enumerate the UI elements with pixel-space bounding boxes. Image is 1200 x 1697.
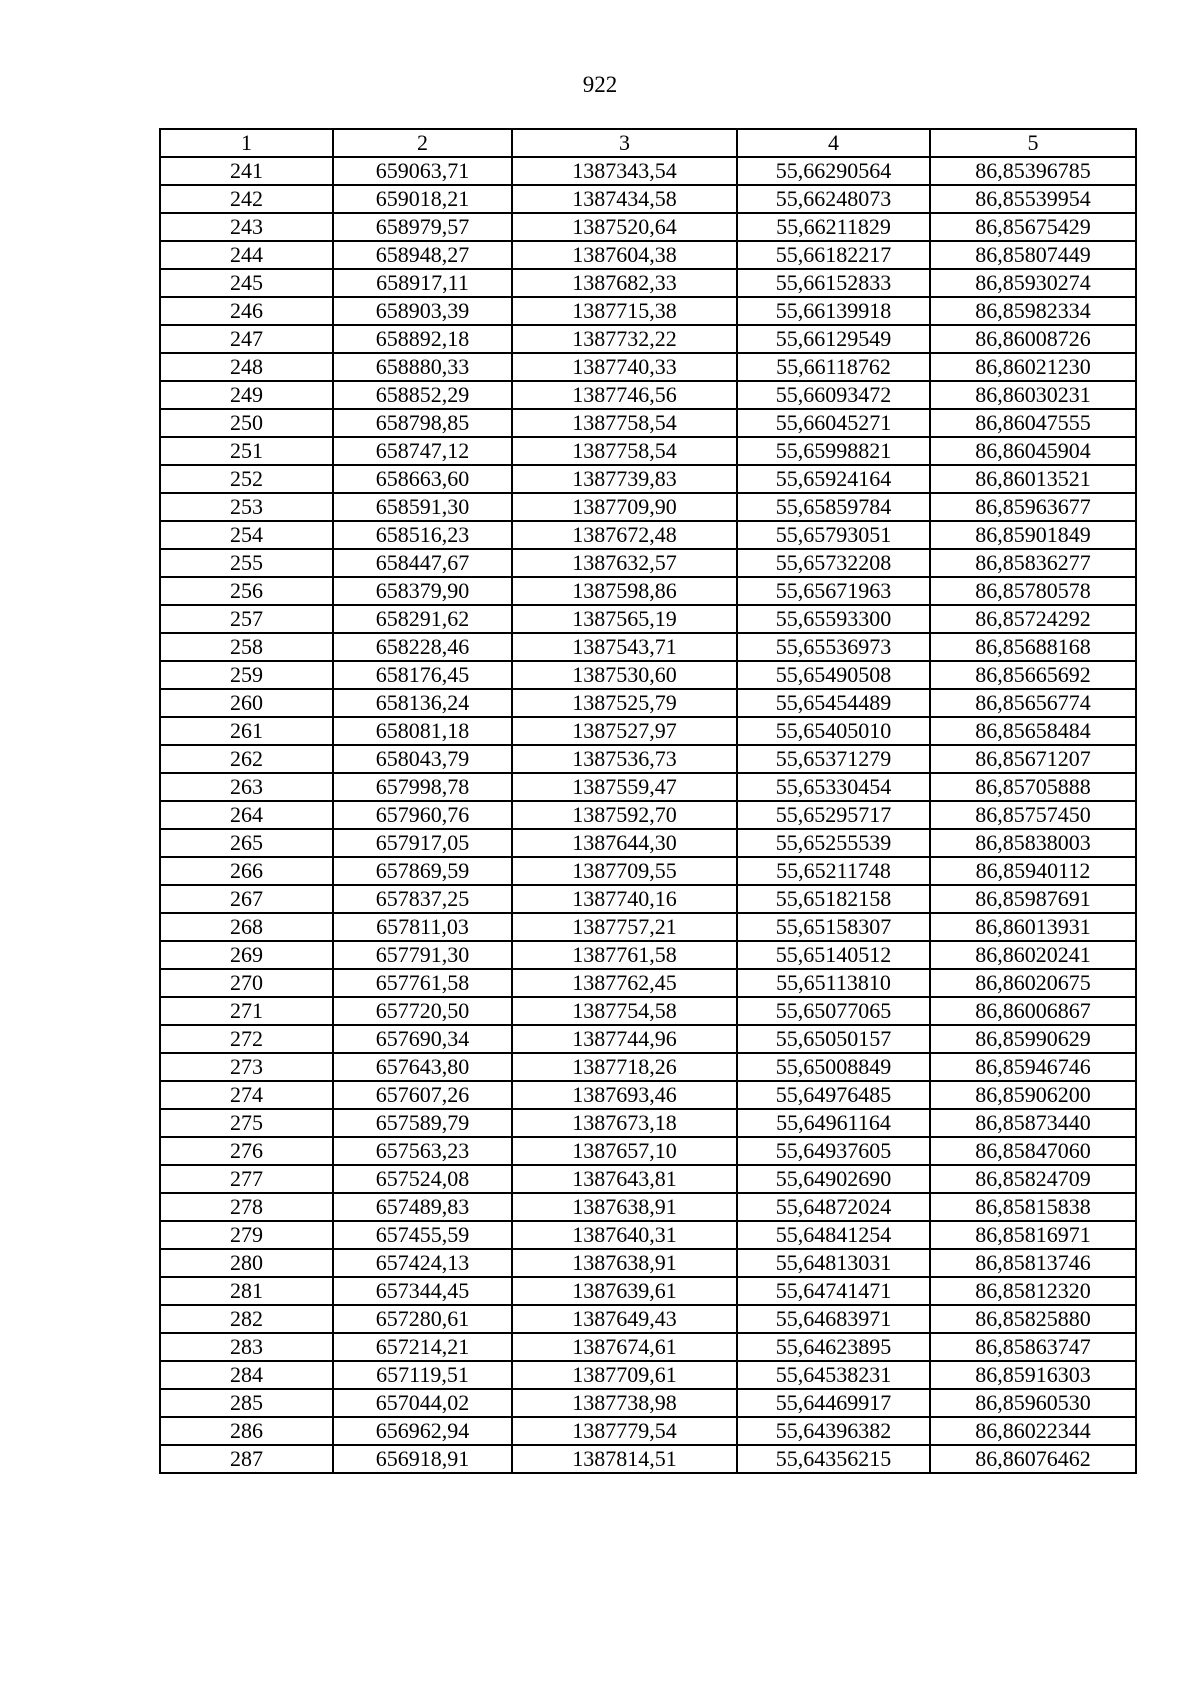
y-coordinate-cell: 1387693,46 (512, 1081, 737, 1109)
y-coordinate-cell: 1387644,30 (512, 829, 737, 857)
point-number-cell: 270 (160, 969, 333, 997)
point-number-cell: 256 (160, 577, 333, 605)
point-number-cell: 273 (160, 1053, 333, 1081)
y-coordinate-cell: 1387638,91 (512, 1193, 737, 1221)
latitude-cell: 55,64623895 (737, 1333, 930, 1361)
coordinates-table (159, 128, 1137, 1474)
y-coordinate-cell: 1387740,33 (512, 353, 737, 381)
table-row (160, 1305, 1136, 1333)
table-row (160, 1193, 1136, 1221)
latitude-cell: 55,64937605 (737, 1137, 930, 1165)
longitude-cell: 86,85930274 (930, 269, 1136, 297)
x-coordinate-cell: 658948,27 (333, 241, 512, 269)
longitude-cell: 86,85812320 (930, 1277, 1136, 1305)
table-row (160, 717, 1136, 745)
y-coordinate-cell: 1387434,58 (512, 185, 737, 213)
x-coordinate-cell: 657563,23 (333, 1137, 512, 1165)
table-row (160, 605, 1136, 633)
table-row (160, 1445, 1136, 1473)
point-number-cell: 282 (160, 1305, 333, 1333)
latitude-cell: 55,65859784 (737, 493, 930, 521)
latitude-cell: 55,65924164 (737, 465, 930, 493)
longitude-cell: 86,86022344 (930, 1417, 1136, 1445)
y-coordinate-cell: 1387674,61 (512, 1333, 737, 1361)
longitude-cell: 86,85863747 (930, 1333, 1136, 1361)
y-coordinate-cell: 1387672,48 (512, 521, 737, 549)
table-row (160, 913, 1136, 941)
latitude-cell: 55,65454489 (737, 689, 930, 717)
x-coordinate-cell: 657589,79 (333, 1109, 512, 1137)
y-coordinate-cell: 1387779,54 (512, 1417, 737, 1445)
table-row (160, 437, 1136, 465)
table-row (160, 213, 1136, 241)
y-coordinate-cell: 1387757,21 (512, 913, 737, 941)
x-coordinate-cell: 657607,26 (333, 1081, 512, 1109)
y-coordinate-cell: 1387814,51 (512, 1445, 737, 1473)
latitude-cell: 55,64841254 (737, 1221, 930, 1249)
table-header-row (160, 129, 1136, 157)
x-coordinate-cell: 657214,21 (333, 1333, 512, 1361)
x-coordinate-cell: 657811,03 (333, 913, 512, 941)
longitude-cell: 86,86020675 (930, 969, 1136, 997)
longitude-cell: 86,85824709 (930, 1165, 1136, 1193)
y-coordinate-cell: 1387682,33 (512, 269, 737, 297)
latitude-cell: 55,66290564 (737, 157, 930, 185)
x-coordinate-cell: 657344,45 (333, 1277, 512, 1305)
table-row (160, 325, 1136, 353)
table-row (160, 465, 1136, 493)
longitude-cell: 86,86013931 (930, 913, 1136, 941)
y-coordinate-cell: 1387758,54 (512, 437, 737, 465)
point-number-cell: 249 (160, 381, 333, 409)
point-number-cell: 253 (160, 493, 333, 521)
table-row (160, 1389, 1136, 1417)
x-coordinate-cell: 657280,61 (333, 1305, 512, 1333)
latitude-cell: 55,65182158 (737, 885, 930, 913)
table-row (160, 1137, 1136, 1165)
latitude-cell: 55,65158307 (737, 913, 930, 941)
table-row (160, 1165, 1136, 1193)
latitude-cell: 55,65793051 (737, 521, 930, 549)
latitude-cell: 55,66129549 (737, 325, 930, 353)
longitude-cell: 86,85816971 (930, 1221, 1136, 1249)
x-coordinate-cell: 657119,51 (333, 1361, 512, 1389)
x-coordinate-cell: 658136,24 (333, 689, 512, 717)
longitude-cell: 86,86020241 (930, 941, 1136, 969)
latitude-cell: 55,64872024 (737, 1193, 930, 1221)
point-number-cell: 244 (160, 241, 333, 269)
table-row (160, 857, 1136, 885)
point-number-cell: 252 (160, 465, 333, 493)
longitude-cell: 86,86008726 (930, 325, 1136, 353)
x-coordinate-cell: 658081,18 (333, 717, 512, 745)
table-row (160, 1025, 1136, 1053)
table-row (160, 969, 1136, 997)
latitude-cell: 55,65077065 (737, 997, 930, 1025)
latitude-cell: 55,65671963 (737, 577, 930, 605)
y-coordinate-cell: 1387709,90 (512, 493, 737, 521)
point-number-cell: 276 (160, 1137, 333, 1165)
x-coordinate-cell: 658852,29 (333, 381, 512, 409)
latitude-cell: 55,65008849 (737, 1053, 930, 1081)
y-coordinate-cell: 1387598,86 (512, 577, 737, 605)
x-coordinate-cell: 657869,59 (333, 857, 512, 885)
table-row (160, 745, 1136, 773)
longitude-cell: 86,85901849 (930, 521, 1136, 549)
table-row (160, 773, 1136, 801)
x-coordinate-cell: 658892,18 (333, 325, 512, 353)
latitude-cell: 55,65536973 (737, 633, 930, 661)
y-coordinate-cell: 1387527,97 (512, 717, 737, 745)
table-row (160, 997, 1136, 1025)
point-number-cell: 272 (160, 1025, 333, 1053)
latitude-cell: 55,65330454 (737, 773, 930, 801)
point-number-cell: 286 (160, 1417, 333, 1445)
table-row (160, 1081, 1136, 1109)
y-coordinate-cell: 1387673,18 (512, 1109, 737, 1137)
x-coordinate-cell: 658447,67 (333, 549, 512, 577)
longitude-cell: 86,86047555 (930, 409, 1136, 437)
y-coordinate-cell: 1387543,71 (512, 633, 737, 661)
longitude-cell: 86,85807449 (930, 241, 1136, 269)
y-coordinate-cell: 1387762,45 (512, 969, 737, 997)
x-coordinate-cell: 657643,80 (333, 1053, 512, 1081)
latitude-cell: 55,64538231 (737, 1361, 930, 1389)
point-number-cell: 268 (160, 913, 333, 941)
point-number-cell: 284 (160, 1361, 333, 1389)
table-row (160, 1333, 1136, 1361)
table-row (160, 577, 1136, 605)
point-number-cell: 255 (160, 549, 333, 577)
point-number-cell: 242 (160, 185, 333, 213)
longitude-cell: 86,85815838 (930, 1193, 1136, 1221)
latitude-cell: 55,64961164 (737, 1109, 930, 1137)
longitude-cell: 86,85724292 (930, 605, 1136, 633)
table-row (160, 521, 1136, 549)
longitude-cell: 86,85671207 (930, 745, 1136, 773)
longitude-cell: 86,85836277 (930, 549, 1136, 577)
latitude-cell: 55,65490508 (737, 661, 930, 689)
x-coordinate-cell: 657917,05 (333, 829, 512, 857)
latitude-cell: 55,64902690 (737, 1165, 930, 1193)
y-coordinate-cell: 1387565,19 (512, 605, 737, 633)
latitude-cell: 55,65405010 (737, 717, 930, 745)
point-number-cell: 281 (160, 1277, 333, 1305)
latitude-cell: 55,65371279 (737, 745, 930, 773)
latitude-cell: 55,65255539 (737, 829, 930, 857)
latitude-cell: 55,65732208 (737, 549, 930, 577)
point-number-cell: 261 (160, 717, 333, 745)
longitude-cell: 86,85873440 (930, 1109, 1136, 1137)
longitude-cell: 86,85987691 (930, 885, 1136, 913)
x-coordinate-cell: 658176,45 (333, 661, 512, 689)
point-number-cell: 278 (160, 1193, 333, 1221)
latitude-cell: 55,65295717 (737, 801, 930, 829)
y-coordinate-cell: 1387709,61 (512, 1361, 737, 1389)
table-row (160, 689, 1136, 717)
x-coordinate-cell: 658747,12 (333, 437, 512, 465)
longitude-cell: 86,86045904 (930, 437, 1136, 465)
point-number-cell: 254 (160, 521, 333, 549)
latitude-cell: 55,64741471 (737, 1277, 930, 1305)
table-row (160, 549, 1136, 577)
x-coordinate-cell: 657837,25 (333, 885, 512, 913)
latitude-cell: 55,65140512 (737, 941, 930, 969)
point-number-cell: 250 (160, 409, 333, 437)
y-coordinate-cell: 1387520,64 (512, 213, 737, 241)
x-coordinate-cell: 658979,57 (333, 213, 512, 241)
y-coordinate-cell: 1387525,79 (512, 689, 737, 717)
x-coordinate-cell: 658880,33 (333, 353, 512, 381)
latitude-cell: 55,66045271 (737, 409, 930, 437)
latitude-cell: 55,66093472 (737, 381, 930, 409)
longitude-cell: 86,86013521 (930, 465, 1136, 493)
x-coordinate-cell: 659018,21 (333, 185, 512, 213)
longitude-cell: 86,85982334 (930, 297, 1136, 325)
latitude-cell: 55,65998821 (737, 437, 930, 465)
x-coordinate-cell: 658291,62 (333, 605, 512, 633)
x-coordinate-cell: 657455,59 (333, 1221, 512, 1249)
latitude-cell: 55,65113810 (737, 969, 930, 997)
column-header-1: 1 (160, 129, 333, 157)
y-coordinate-cell: 1387638,91 (512, 1249, 737, 1277)
y-coordinate-cell: 1387643,81 (512, 1165, 737, 1193)
table-row (160, 829, 1136, 857)
y-coordinate-cell: 1387343,54 (512, 157, 737, 185)
point-number-cell: 241 (160, 157, 333, 185)
point-number-cell: 280 (160, 1249, 333, 1277)
longitude-cell: 86,85705888 (930, 773, 1136, 801)
point-number-cell: 257 (160, 605, 333, 633)
x-coordinate-cell: 658591,30 (333, 493, 512, 521)
longitude-cell: 86,85757450 (930, 801, 1136, 829)
latitude-cell: 55,66211829 (737, 213, 930, 241)
table-row (160, 801, 1136, 829)
x-coordinate-cell: 658917,11 (333, 269, 512, 297)
point-number-cell: 277 (160, 1165, 333, 1193)
longitude-cell: 86,85946746 (930, 1053, 1136, 1081)
x-coordinate-cell: 658228,46 (333, 633, 512, 661)
latitude-cell: 55,64813031 (737, 1249, 930, 1277)
table-row (160, 1249, 1136, 1277)
longitude-cell: 86,85906200 (930, 1081, 1136, 1109)
x-coordinate-cell: 657690,34 (333, 1025, 512, 1053)
point-number-cell: 285 (160, 1389, 333, 1417)
y-coordinate-cell: 1387657,10 (512, 1137, 737, 1165)
latitude-cell: 55,64356215 (737, 1445, 930, 1473)
point-number-cell: 259 (160, 661, 333, 689)
longitude-cell: 86,86021230 (930, 353, 1136, 381)
latitude-cell: 55,66152833 (737, 269, 930, 297)
column-header-3: 3 (512, 129, 737, 157)
table-row (160, 941, 1136, 969)
x-coordinate-cell: 658043,79 (333, 745, 512, 773)
latitude-cell: 55,65211748 (737, 857, 930, 885)
table-row (160, 381, 1136, 409)
y-coordinate-cell: 1387758,54 (512, 409, 737, 437)
longitude-cell: 86,85838003 (930, 829, 1136, 857)
column-header-2: 2 (333, 129, 512, 157)
point-number-cell: 262 (160, 745, 333, 773)
y-coordinate-cell: 1387649,43 (512, 1305, 737, 1333)
longitude-cell: 86,85940112 (930, 857, 1136, 885)
y-coordinate-cell: 1387536,73 (512, 745, 737, 773)
point-number-cell: 269 (160, 941, 333, 969)
table-row (160, 409, 1136, 437)
point-number-cell: 263 (160, 773, 333, 801)
point-number-cell: 258 (160, 633, 333, 661)
longitude-cell: 86,85825880 (930, 1305, 1136, 1333)
y-coordinate-cell: 1387718,26 (512, 1053, 737, 1081)
x-coordinate-cell: 657044,02 (333, 1389, 512, 1417)
x-coordinate-cell: 657424,13 (333, 1249, 512, 1277)
latitude-cell: 55,66139918 (737, 297, 930, 325)
point-number-cell: 275 (160, 1109, 333, 1137)
longitude-cell: 86,85813746 (930, 1249, 1136, 1277)
table-row (160, 1277, 1136, 1305)
x-coordinate-cell: 658798,85 (333, 409, 512, 437)
longitude-cell: 86,85656774 (930, 689, 1136, 717)
point-number-cell: 271 (160, 997, 333, 1025)
x-coordinate-cell: 658663,60 (333, 465, 512, 493)
table-row (160, 353, 1136, 381)
x-coordinate-cell: 657791,30 (333, 941, 512, 969)
y-coordinate-cell: 1387754,58 (512, 997, 737, 1025)
x-coordinate-cell: 658516,23 (333, 521, 512, 549)
table-row (160, 1221, 1136, 1249)
column-header-4: 4 (737, 129, 930, 157)
longitude-cell: 86,85916303 (930, 1361, 1136, 1389)
point-number-cell: 243 (160, 213, 333, 241)
latitude-cell: 55,65050157 (737, 1025, 930, 1053)
x-coordinate-cell: 656962,94 (333, 1417, 512, 1445)
y-coordinate-cell: 1387761,58 (512, 941, 737, 969)
point-number-cell: 260 (160, 689, 333, 717)
y-coordinate-cell: 1387559,47 (512, 773, 737, 801)
table-row (160, 885, 1136, 913)
table-row (160, 1053, 1136, 1081)
latitude-cell: 55,64396382 (737, 1417, 930, 1445)
y-coordinate-cell: 1387740,16 (512, 885, 737, 913)
y-coordinate-cell: 1387632,57 (512, 549, 737, 577)
point-number-cell: 246 (160, 297, 333, 325)
point-number-cell: 251 (160, 437, 333, 465)
longitude-cell: 86,86030231 (930, 381, 1136, 409)
table-body (160, 157, 1136, 1473)
y-coordinate-cell: 1387744,96 (512, 1025, 737, 1053)
y-coordinate-cell: 1387530,60 (512, 661, 737, 689)
point-number-cell: 283 (160, 1333, 333, 1361)
latitude-cell: 55,64469917 (737, 1389, 930, 1417)
point-number-cell: 266 (160, 857, 333, 885)
point-number-cell: 267 (160, 885, 333, 913)
latitude-cell: 55,64976485 (737, 1081, 930, 1109)
table-row (160, 1361, 1136, 1389)
point-number-cell: 274 (160, 1081, 333, 1109)
table-row (160, 297, 1136, 325)
longitude-cell: 86,86076462 (930, 1445, 1136, 1473)
y-coordinate-cell: 1387604,38 (512, 241, 737, 269)
table-row (160, 185, 1136, 213)
longitude-cell: 86,85963677 (930, 493, 1136, 521)
point-number-cell: 247 (160, 325, 333, 353)
x-coordinate-cell: 657489,83 (333, 1193, 512, 1221)
x-coordinate-cell: 657720,50 (333, 997, 512, 1025)
y-coordinate-cell: 1387592,70 (512, 801, 737, 829)
longitude-cell: 86,85539954 (930, 185, 1136, 213)
point-number-cell: 265 (160, 829, 333, 857)
point-number-cell: 287 (160, 1445, 333, 1473)
longitude-cell: 86,85688168 (930, 633, 1136, 661)
point-number-cell: 279 (160, 1221, 333, 1249)
table-row (160, 241, 1136, 269)
y-coordinate-cell: 1387746,56 (512, 381, 737, 409)
y-coordinate-cell: 1387738,98 (512, 1389, 737, 1417)
y-coordinate-cell: 1387709,55 (512, 857, 737, 885)
page-number: 922 (582, 72, 618, 97)
longitude-cell: 86,85658484 (930, 717, 1136, 745)
longitude-cell: 86,85780578 (930, 577, 1136, 605)
longitude-cell: 86,85847060 (930, 1137, 1136, 1165)
x-coordinate-cell: 657761,58 (333, 969, 512, 997)
longitude-cell: 86,85990629 (930, 1025, 1136, 1053)
x-coordinate-cell: 657960,76 (333, 801, 512, 829)
table-row (160, 157, 1136, 185)
latitude-cell: 55,66118762 (737, 353, 930, 381)
x-coordinate-cell: 658379,90 (333, 577, 512, 605)
table-row (160, 493, 1136, 521)
table-row (160, 269, 1136, 297)
longitude-cell: 86,85665692 (930, 661, 1136, 689)
latitude-cell: 55,66182217 (737, 241, 930, 269)
y-coordinate-cell: 1387739,83 (512, 465, 737, 493)
table-row (160, 1417, 1136, 1445)
y-coordinate-cell: 1387732,22 (512, 325, 737, 353)
table-row (160, 1109, 1136, 1137)
longitude-cell: 86,85960530 (930, 1389, 1136, 1417)
table-row (160, 661, 1136, 689)
latitude-cell: 55,64683971 (737, 1305, 930, 1333)
column-header-5: 5 (930, 129, 1136, 157)
x-coordinate-cell: 658903,39 (333, 297, 512, 325)
y-coordinate-cell: 1387715,38 (512, 297, 737, 325)
point-number-cell: 264 (160, 801, 333, 829)
longitude-cell: 86,85675429 (930, 213, 1136, 241)
x-coordinate-cell: 657524,08 (333, 1165, 512, 1193)
longitude-cell: 86,86006867 (930, 997, 1136, 1025)
point-number-cell: 245 (160, 269, 333, 297)
x-coordinate-cell: 657998,78 (333, 773, 512, 801)
latitude-cell: 55,65593300 (737, 605, 930, 633)
point-number-cell: 248 (160, 353, 333, 381)
table-row (160, 633, 1136, 661)
y-coordinate-cell: 1387639,61 (512, 1277, 737, 1305)
x-coordinate-cell: 659063,71 (333, 157, 512, 185)
latitude-cell: 55,66248073 (737, 185, 930, 213)
x-coordinate-cell: 656918,91 (333, 1445, 512, 1473)
y-coordinate-cell: 1387640,31 (512, 1221, 737, 1249)
longitude-cell: 86,85396785 (930, 157, 1136, 185)
